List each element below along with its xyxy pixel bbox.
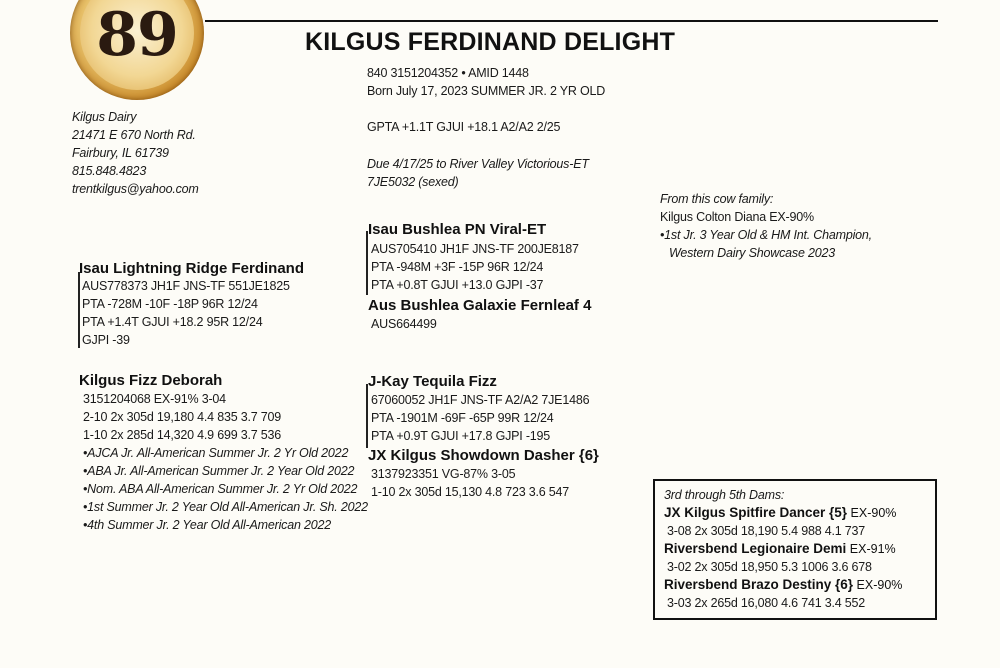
ancestral-dam-title <box>664 576 902 594</box>
sire-line: PTA +1.4T GJUI +18.2 95R 12/24 <box>82 315 263 329</box>
dam-line: 1-10 2x 285d 14,320 4.9 699 3.7 536 <box>83 428 282 442</box>
consignor-block <box>72 108 199 198</box>
ancestral-dam-score: EX-90% <box>853 578 903 592</box>
dam-dam-line: 3137923351 VG-87% 3-05 <box>371 467 516 481</box>
sire-sire-details <box>371 240 579 294</box>
page-title: KILGUS FERDINAND DELIGHT <box>305 28 676 56</box>
dam-details <box>83 390 368 534</box>
consignor-address: 21471 E 670 North Rd. <box>72 128 196 142</box>
dam-sire-bracket <box>366 384 368 448</box>
dam-sire-name: J-Kay Tequila Fizz <box>368 373 497 390</box>
service-sire-line: 7JE5032 (sexed) <box>367 175 459 189</box>
sire-sire-name: Isau Bushlea PN Viral-ET <box>368 221 547 238</box>
dam-dam-line: 1-10 2x 305d 15,130 4.8 723 3.6 547 <box>371 485 570 499</box>
sire-sire-bracket <box>366 231 368 295</box>
dam-honor: •AJCA Jr. All-American Summer Jr. 2 Yr Old 2022 <box>83 446 349 460</box>
top-rule <box>205 20 938 22</box>
registration-line: 840 3151204352 • AMID 1448 <box>367 66 529 80</box>
genomic-line: GPTA +1.1T GJUI +18.1 A2/A2 2/25 <box>367 120 561 134</box>
ancestral-dam-name: Riversbend Brazo Destiny {6} <box>664 577 854 592</box>
dam-line: 2-10 2x 305d 19,180 4.4 835 3.7 709 <box>83 410 282 424</box>
consignor-email: trentkilgus@yahoo.com <box>72 182 199 196</box>
dam-dam-name: JX Kilgus Showdown Dasher {6} <box>368 447 599 464</box>
consignor-phone: 815.848.4823 <box>72 164 147 178</box>
ancestral-dam-title <box>664 504 902 522</box>
dam-honor: •1st Summer Jr. 2 Year Old All-American Jr. Sh. 2022 <box>83 500 368 514</box>
ancestral-dam-title <box>664 540 902 558</box>
lot-badge <box>70 0 204 100</box>
ancestral-dams-heading: 3rd through 5th Dams: <box>664 488 785 502</box>
dam-sire-line: 67060052 JH1F JNS-TF A2/A2 7JE1486 <box>371 393 590 407</box>
dam-honor: •ABA Jr. All-American Summer Jr. 2 Year Old 2022 <box>83 464 355 478</box>
consignor-city: Fairbury, IL 61739 <box>72 146 169 160</box>
ancestral-dams-content <box>664 486 902 612</box>
cow-family-block <box>660 190 872 262</box>
ancestral-dam-record: 3-02 2x 305d 18,950 5.3 1006 3.6 678 <box>667 560 872 574</box>
ancestral-dam-score: EX-90% <box>847 506 897 520</box>
cow-family-note: •1st Jr. 3 Year Old & HM Int. Champion, <box>660 228 872 242</box>
dam-sire-line: PTA +0.9T GJUI +17.8 GJPI -195 <box>371 429 551 443</box>
dam-honor: •4th Summer Jr. 2 Year Old All-American 2022 <box>83 518 331 532</box>
dam-dam-details <box>371 465 569 501</box>
ancestral-dam-name: JX Kilgus Spitfire Dancer {5} <box>664 505 848 520</box>
due-date-line: Due 4/17/25 to River Valley Victorious-ET <box>367 157 589 171</box>
ancestral-dam-record: 3-08 2x 305d 18,190 5.4 988 4.1 737 <box>667 524 866 538</box>
sire-line: AUS778373 JH1F JNS-TF 551JE1825 <box>82 279 290 293</box>
sire-line: PTA -728M -10F -18P 96R 12/24 <box>82 297 258 311</box>
sire-name: Isau Lightning Ridge Ferdinand <box>79 260 304 277</box>
sire-line: GJPI -39 <box>82 333 130 347</box>
sire-dam-name: Aus Bushlea Galaxie Fernleaf 4 <box>368 297 592 314</box>
cow-family-note-cont: Western Dairy Showcase 2023 <box>669 246 835 260</box>
dam-line: 3151204068 EX-91% 3-04 <box>83 392 226 406</box>
sire-dam-line: AUS664499 <box>371 317 437 331</box>
ancestral-dam-score: EX-91% <box>846 542 896 556</box>
dam-honor: •Nom. ABA All-American Summer Jr. 2 Yr Old 2022 <box>83 482 358 496</box>
dam-name: Kilgus Fizz Deborah <box>79 372 223 389</box>
sire-bracket <box>78 272 80 348</box>
ancestral-dams-box <box>653 479 937 620</box>
cow-family-heading: From this cow family: <box>660 192 774 206</box>
lot-number: 89 <box>96 0 178 70</box>
sire-sire-line: PTA +0.8T GJUI +13.0 GJPI -37 <box>371 278 544 292</box>
birth-line: Born July 17, 2023 SUMMER JR. 2 YR OLD <box>367 84 606 98</box>
sire-sire-line: PTA -948M +3F -15P 96R 12/24 <box>371 260 544 274</box>
dam-sire-line: PTA -1901M -69F -65P 99R 12/24 <box>371 411 554 425</box>
dam-sire-details <box>371 391 589 445</box>
ancestral-dam-record: 3-03 2x 265d 16,080 4.6 741 3.4 552 <box>667 596 866 610</box>
consignor-name: Kilgus Dairy <box>72 110 137 124</box>
sire-sire-line: AUS705410 JH1F JNS-TF 200JE8187 <box>371 242 579 256</box>
ancestral-dam-name: Riversbend Legionaire Demi <box>664 541 847 556</box>
cow-family-name: Kilgus Colton Diana EX-90% <box>660 210 814 224</box>
sire-details <box>82 277 290 349</box>
